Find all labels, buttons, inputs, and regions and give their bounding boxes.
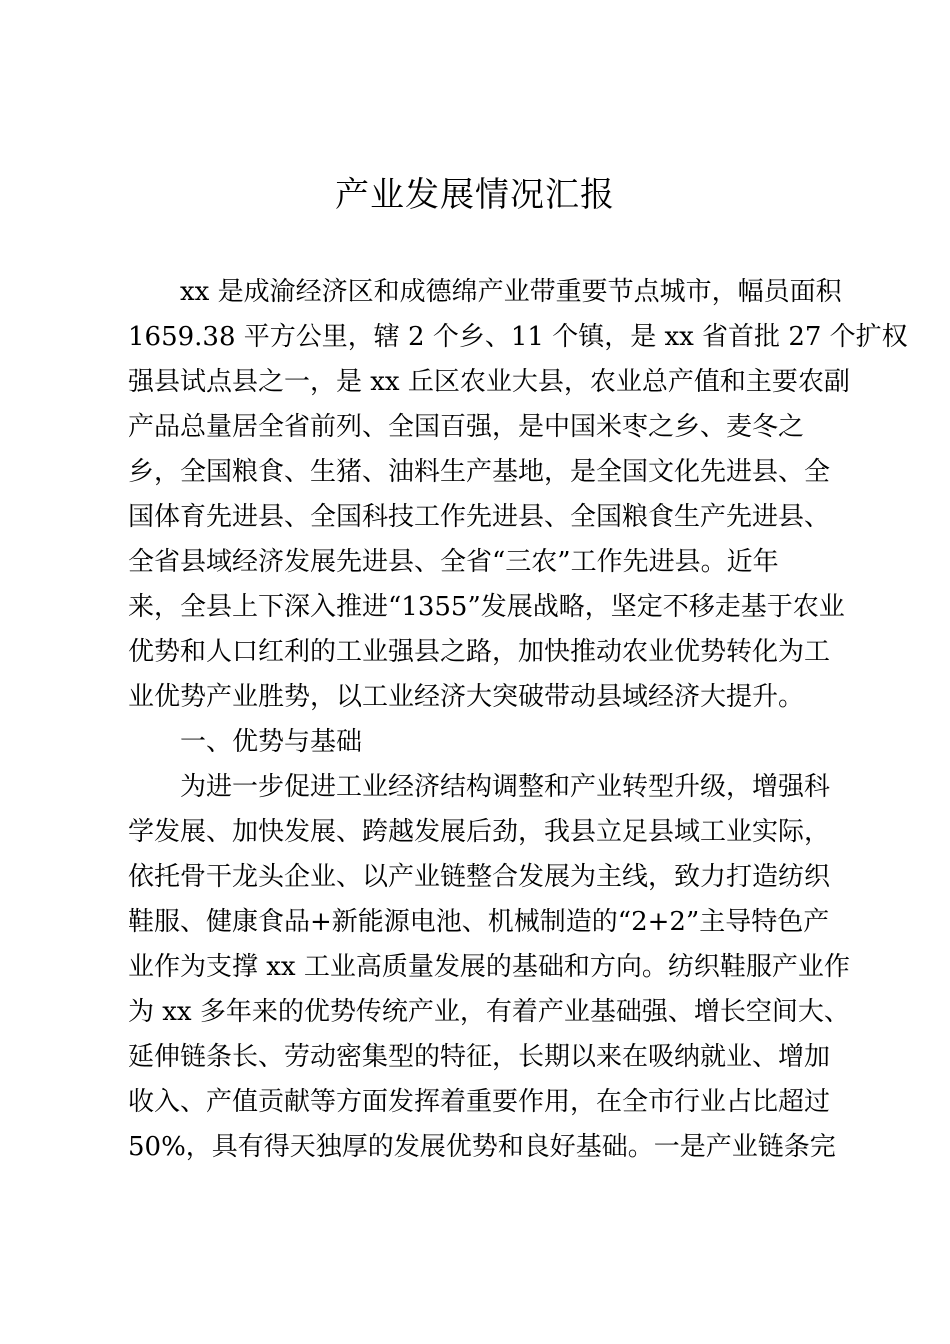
- text-line: 乡，全国粮食、生猪、油料生产基地，是全国文化先进县、全: [128, 457, 831, 487]
- section-heading: 一、优势与基础: [180, 727, 363, 757]
- text-line: 优势和人口红利的工业强县之路，加快推动农业优势转化为工: [128, 637, 831, 667]
- text-line: 为 xx 多年来的优势传统产业，有着产业基础强、增长空间大、: [128, 997, 850, 1027]
- document-body: [128, 270, 908, 1170]
- text-line: 国体育先进县、全国科技工作先进县、全国粮食生产先进县、: [128, 502, 831, 532]
- text-line: 鞋服、健康食品+新能源电池、机械制造的“2+2”主导特色产: [128, 907, 830, 937]
- page-title: 产业发展情况汇报: [335, 175, 615, 215]
- text-line: 收入、产值贡献等方面发挥着重要作用，在全市行业占比超过: [128, 1087, 831, 1117]
- text-line: 来，全县上下深入推进“1355”发展战略，坚定不移走基于农业: [128, 592, 845, 622]
- text-line: 依托骨干龙头企业、以产业链整合发展为主线，致力打造纺织: [128, 862, 831, 892]
- text-line: xx 是成渝经济区和成德绵产业带重要节点城市，幅员面积: [180, 277, 842, 307]
- text-line: 业优势产业胜势，以工业经济大突破带动县域经济大提升。: [128, 682, 805, 712]
- text-line: 延伸链条长、劳动密集型的特征，长期以来在吸纳就业、增加: [128, 1042, 831, 1072]
- text-line: 全省县域经济发展先进县、全省“三农”工作先进县。近年: [128, 547, 779, 577]
- text-line: 产品总量居全省前列、全国百强，是中国米枣之乡、麦冬之: [128, 412, 805, 442]
- text-line: 50%，具有得天独厚的发展优势和良好基础。一是产业链条完: [128, 1132, 836, 1162]
- text-line: 学发展、加快发展、跨越发展后劲，我县立足县域工业实际，: [128, 817, 831, 847]
- text-line: 为进一步促进工业经济结构调整和产业转型升级，增强科: [180, 772, 831, 802]
- text-line: 强县试点县之一，是 xx 丘区农业大县，农业总产值和主要农副: [128, 367, 850, 397]
- text-line: 1659.38 平方公里，辖 2 个乡、11 个镇，是 xx 省首批 27 个扩权: [128, 322, 908, 352]
- text-line: 业作为支撑 xx 工业高质量发展的基础和方向。纺织鞋服产业作: [128, 952, 850, 982]
